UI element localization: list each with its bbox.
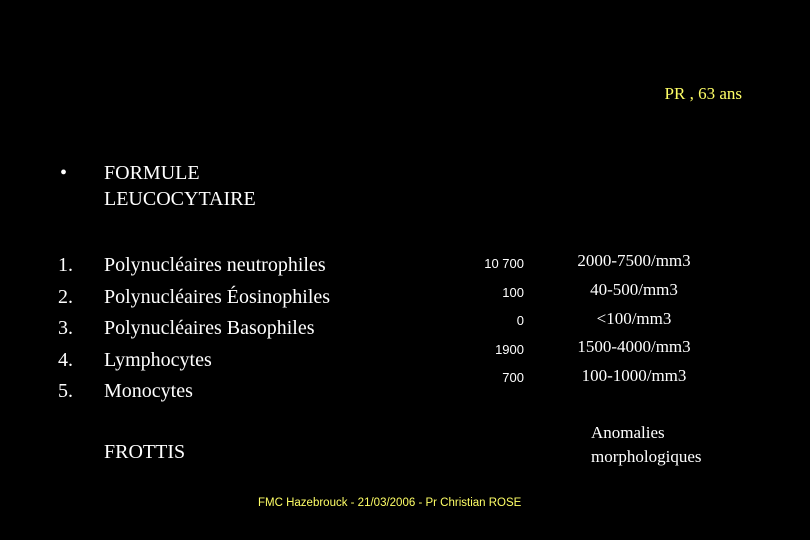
item-number: 4. — [58, 348, 73, 371]
measured-value: 100 — [502, 284, 524, 300]
item-numbers — [58, 250, 73, 408]
cell-type-name: Lymphocytes — [104, 348, 212, 371]
item-number: 1. — [58, 254, 73, 276]
cell-type-name: Polynucléaires Éosinophiles — [104, 285, 331, 308]
anomalies-note — [591, 421, 702, 469]
frottis-label: FROTTIS — [104, 441, 186, 463]
cell-type-list — [104, 250, 330, 408]
measured-value: 1900 — [495, 341, 524, 357]
cell-type-name: Polynucléaires Basophiles — [104, 317, 315, 339]
anomalies-line-1: Anomalies — [591, 423, 665, 442]
measured-value: 0 — [516, 313, 524, 328]
measured-value: 10 700 — [484, 256, 524, 271]
bullet-marker: • — [60, 162, 68, 184]
reference-range: 1500-4000/mm3 — [577, 337, 691, 357]
measured-values — [484, 250, 524, 393]
reference-range: <100/mm3 — [596, 308, 672, 328]
item-number: 2. — [58, 285, 73, 308]
reference-ranges — [566, 247, 702, 391]
cell-type-name: Monocytes — [104, 380, 193, 402]
cell-type-name: Polynucléaires neutrophiles — [104, 254, 326, 276]
slide-footer: FMC Hazebrouck - 21/03/2006 - Pr Christian ROSE — [258, 497, 522, 509]
heading-line-2: LEUCOCYTAIRE — [104, 188, 256, 210]
anomalies-line-2: morphologiques — [591, 447, 702, 466]
reference-range: 100-1000/mm3 — [581, 366, 687, 386]
item-number: 5. — [58, 380, 73, 402]
reference-range: 40-500/mm3 — [590, 279, 678, 299]
patient-label: PR , 63 ans — [664, 84, 742, 103]
item-number: 3. — [58, 317, 73, 339]
section-heading — [104, 160, 256, 212]
reference-range: 2000-7500/mm3 — [577, 251, 691, 270]
measured-value: 700 — [502, 370, 524, 385]
heading-line-1: FORMULE — [104, 162, 200, 184]
